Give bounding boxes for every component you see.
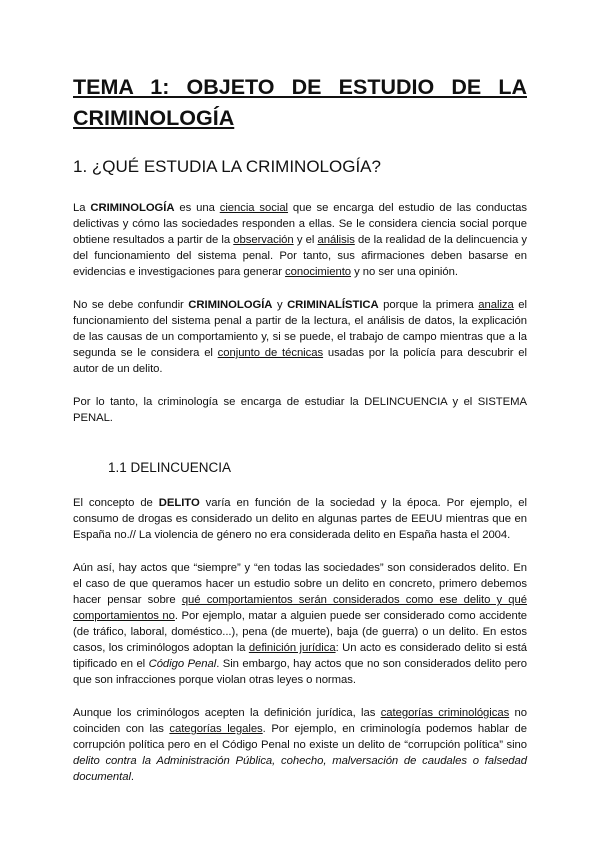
document-title: TEMA 1: OBJETO DE ESTUDIO DE LA CRIMINOLOGÍA — [73, 75, 527, 130]
section-heading-1: 1. ¿QUÉ ESTUDIA LA CRIMINOLOGÍA? — [73, 157, 381, 176]
underlined-term: conjunto de técnicas — [217, 347, 324, 359]
paragraph-2: No se debe confundir CRIMINOLOGÍA y CRIMINALÍSTICA porque la primera analiza el funcionamiento del sistema penal a partir de la lectura, el análisis de datos, la explicación de las causas de un comportamiento y, si se puede, el trabajo de campo mientras que a la segunda se le considera el conjunto de técnicas usadas por la policía para descubrir el autor de un delito. — [73, 299, 527, 375]
paragraph-6: Aunque los criminólogos acepten la definición jurídica, las categorías criminológicas no coinciden con las categorías legales. Por ejemplo, en criminología podemos hablar de corrupción política pero en el Código Penal no existe un delito de “corrupción política” sino delito contra la Administración Pública, cohecho, malversación de caudales o falsedad documental. — [73, 707, 527, 783]
paragraph-5: Aún así, hay actos que “siempre” y “en todas las sociedades” son considerados delito. En el caso de que queramos hacer un estudio sobre un delito en concreto, primero debemos hacer pensar sobre qué comportamientos serán considerados como ese delito y qué comportamientos no. Por ejemplo, matar a alguien puede ser considerado como accidente (de tráfico, laboral, doméstico...), pena (de muerte), baja (de guerra) o un delito. En estos casos, los criminólogos adoptan la definición jurídica: Un acto es considerado delito si está tipificado en el Código Penal. Sin embargo, hay actos que no son considerados delito pero que son infracciones porque violan otras leyes o normas. — [73, 562, 528, 686]
bold-term: CRIMINALÍSTICA — [287, 299, 379, 311]
underlined-term: analiza — [478, 299, 514, 311]
bold-term: CRIMINOLOGÍA — [188, 299, 273, 311]
subsection-heading-1-1: 1.1 DELINCUENCIA — [108, 460, 232, 475]
bold-term: CRIMINOLOGÍA — [90, 202, 175, 214]
underlined-term: conocimiento — [285, 266, 352, 278]
underlined-term: categorías criminológicas — [380, 707, 510, 719]
underlined-term: análisis — [317, 234, 355, 246]
document-page — [73, 72, 527, 785]
paragraph-1: La CRIMINOLOGÍA es una ciencia social que se encarga del estudio de las conductas delictivas y cómo las sociedades responden a ellas. Se le considera ciencia social porque obtiene resultados a partir de la observación y el análisis de la realidad de la delincuencia y del funcionamiento del sistema penal. Por tanto, sus afirmaciones deben basarse en evidencias e investigaciones para generar conocimiento y no ser una opinión. — [73, 202, 528, 278]
italic-term: Código Penal — [148, 658, 217, 670]
underlined-term: qué comportamientos serán considerados como ese delito y qué comportamientos no — [73, 594, 528, 622]
bold-term: DELITO — [158, 497, 200, 509]
underlined-term: observación — [233, 234, 294, 246]
paragraph-4: El concepto de DELITO varía en función de la sociedad y la época. Por ejemplo, el consumo de drogas es considerado un delito en algunas partes de EEUU mientras que en España no.// La violencia de género no era considerada delito en España hasta el 2004. — [73, 497, 527, 541]
italic-term: delito contra la Administración Pública, cohecho, malversación de caudales o falsedad documental — [73, 755, 527, 783]
underlined-term: categorías legales — [169, 723, 263, 735]
paragraph-3: Por lo tanto, la criminología se encarga de estudiar la DELINCUENCIA y el SISTEMA PENAL. — [73, 396, 527, 424]
underlined-term: definición jurídica — [248, 642, 336, 654]
underlined-term: ciencia social — [219, 202, 289, 214]
